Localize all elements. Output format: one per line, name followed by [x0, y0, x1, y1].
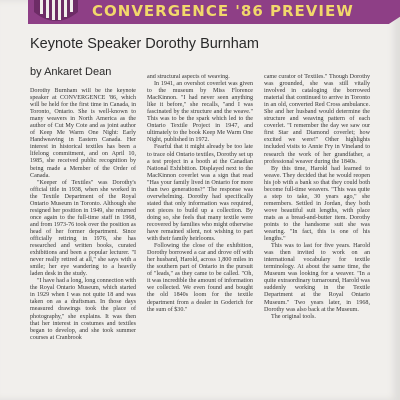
- paragraph: The original tools.: [271, 313, 316, 320]
- paragraph: Dorothy Burnham will be the keynote speaker at CONVERGENCE '86, which will be held for the first time in Canada, in Toronto, Ontario. She is well-known to many weavers in North America as the author of Cut My Cote and as joint author of Keep Me Warm One Night: Early Handweaving in Eastern Canada. Her interest in historical textiles has been a lifelong commitment, and on April 10, 1985, she received public recognition by being made a Member of the Order of Canada.: [30, 88, 136, 179]
- paragraph: "Keeper of Textiles" was Dorothy's official title in 1938, when she worked in the Textile Department of the Royal Ontario Museum in Toronto. Although she resigned her position in 1949, she returned once again to the full-time staff in 1968, and from 1973-76 took over the position as head of her former department. Since officially retiring in 1976, she has researched and written books, curated exhibitions and been a popular lecturer. "I never really retired at all," she says with a smile; her eye wandering to a heavily laden desk in the study.: [30, 179, 136, 278]
- article-column-2: [147, 74, 253, 400]
- article-title: Keynote Speaker Dorothy Burnham: [30, 36, 259, 52]
- article-byline: by Ankaret Dean: [30, 66, 112, 78]
- convergence-logo-icon: [34, 0, 78, 28]
- paragraph: This was to last for five years. Harold was then invited to work on an international vocabulary for textile terminology. At about the same time, the Museum was looking for a weaver. "In a quite extraordinary turnaround, Harold was suddenly working in the Textile Department at the Royal Ontario Museum." Two years later, in 1968, Dorothy was also back at the Museum.: [264, 243, 370, 313]
- article-column-1: [30, 88, 136, 400]
- article-column-3: [264, 74, 370, 400]
- paragraph: and structural aspects of weaving.: [147, 74, 230, 80]
- paragraph: In 1941, an overshot coverlet was given to the museum by Miss Florence MacKinnon. "I had never seen anything like it before," she recalls, "and I was fascinated by the structure and the weave." This was to be the spark which led to the Ontario Textile Project in 1947, and ultimately to the book Keep Me Warm One Night, published in 1972.: [147, 81, 253, 144]
- paragraph: "I have had a long, long connection with the Royal Ontario Museum, which started in 1929 when I was not quite 18 and was taken on as a draftsman. In those days measured drawings took the place of photography," she explains. It was then that her interest in costumes and textiles began to develop, and she took summer courses at Cranbrook: [30, 278, 136, 341]
- paragraph: Fearful that it might already be too late to trace old Ontario textiles, Dorothy set up a test project in a booth at the Canadian National Exhibition. Displayed next to the MacKinnon coverlet was a sign that read "Has your family lived in Ontario for more than two generations?" The response was overwhelming. Dorothy had specifically stated that only information was required, not pieces to build up a collection. By doing so, she feels that many textile were recovered by families who might otherwise have remained silent, not wishing to part with their family heirlooms.: [147, 144, 253, 243]
- banner-title: CONVERGENCE '86 PREVIEW: [92, 2, 354, 20]
- paragraph: came curator of Textiles." Though Dorothy was grounded, she was still vitally involved in cataloging the borrowed material that continued to arrive in Toronto in an old, converted Red Cross ambulance. She and her husband would determine the structure and weaving pattern of each coverlet. "I remember the day we saw our first Star and Diamond coverlet; how excited we were!" Other highlights included visits to Annie Fry in Vineland to research the work of her grandfather, a professional weaver during the 1840s.: [264, 74, 370, 165]
- paragraph: Following the close of the exhibition, Dorothy borrowed a car and drove off with her husband, Harold, across 1,800 miles in the southern part of Ontario in the pursuit of "leads," as they came to be called. "Oh, it was incredible the amount of information we collected. We even found and bought the old 1840s loom for the textile department from a dealer in Goderich for the sum of $30.": [147, 243, 253, 313]
- paragraph: By this time, Harold had learned to weave. They decided that he would reopen his job with a bank so that they could both become full-time weavers. "This was quite a step to take, 30 years ago," she remembers. Settled in Jordan, they both wove beautiful suit lengths, with place mats as a bread-and-butter item. Dorothy points to the handsome suit she was wearing. "In fact, this is one of his lengths.": [264, 165, 370, 243]
